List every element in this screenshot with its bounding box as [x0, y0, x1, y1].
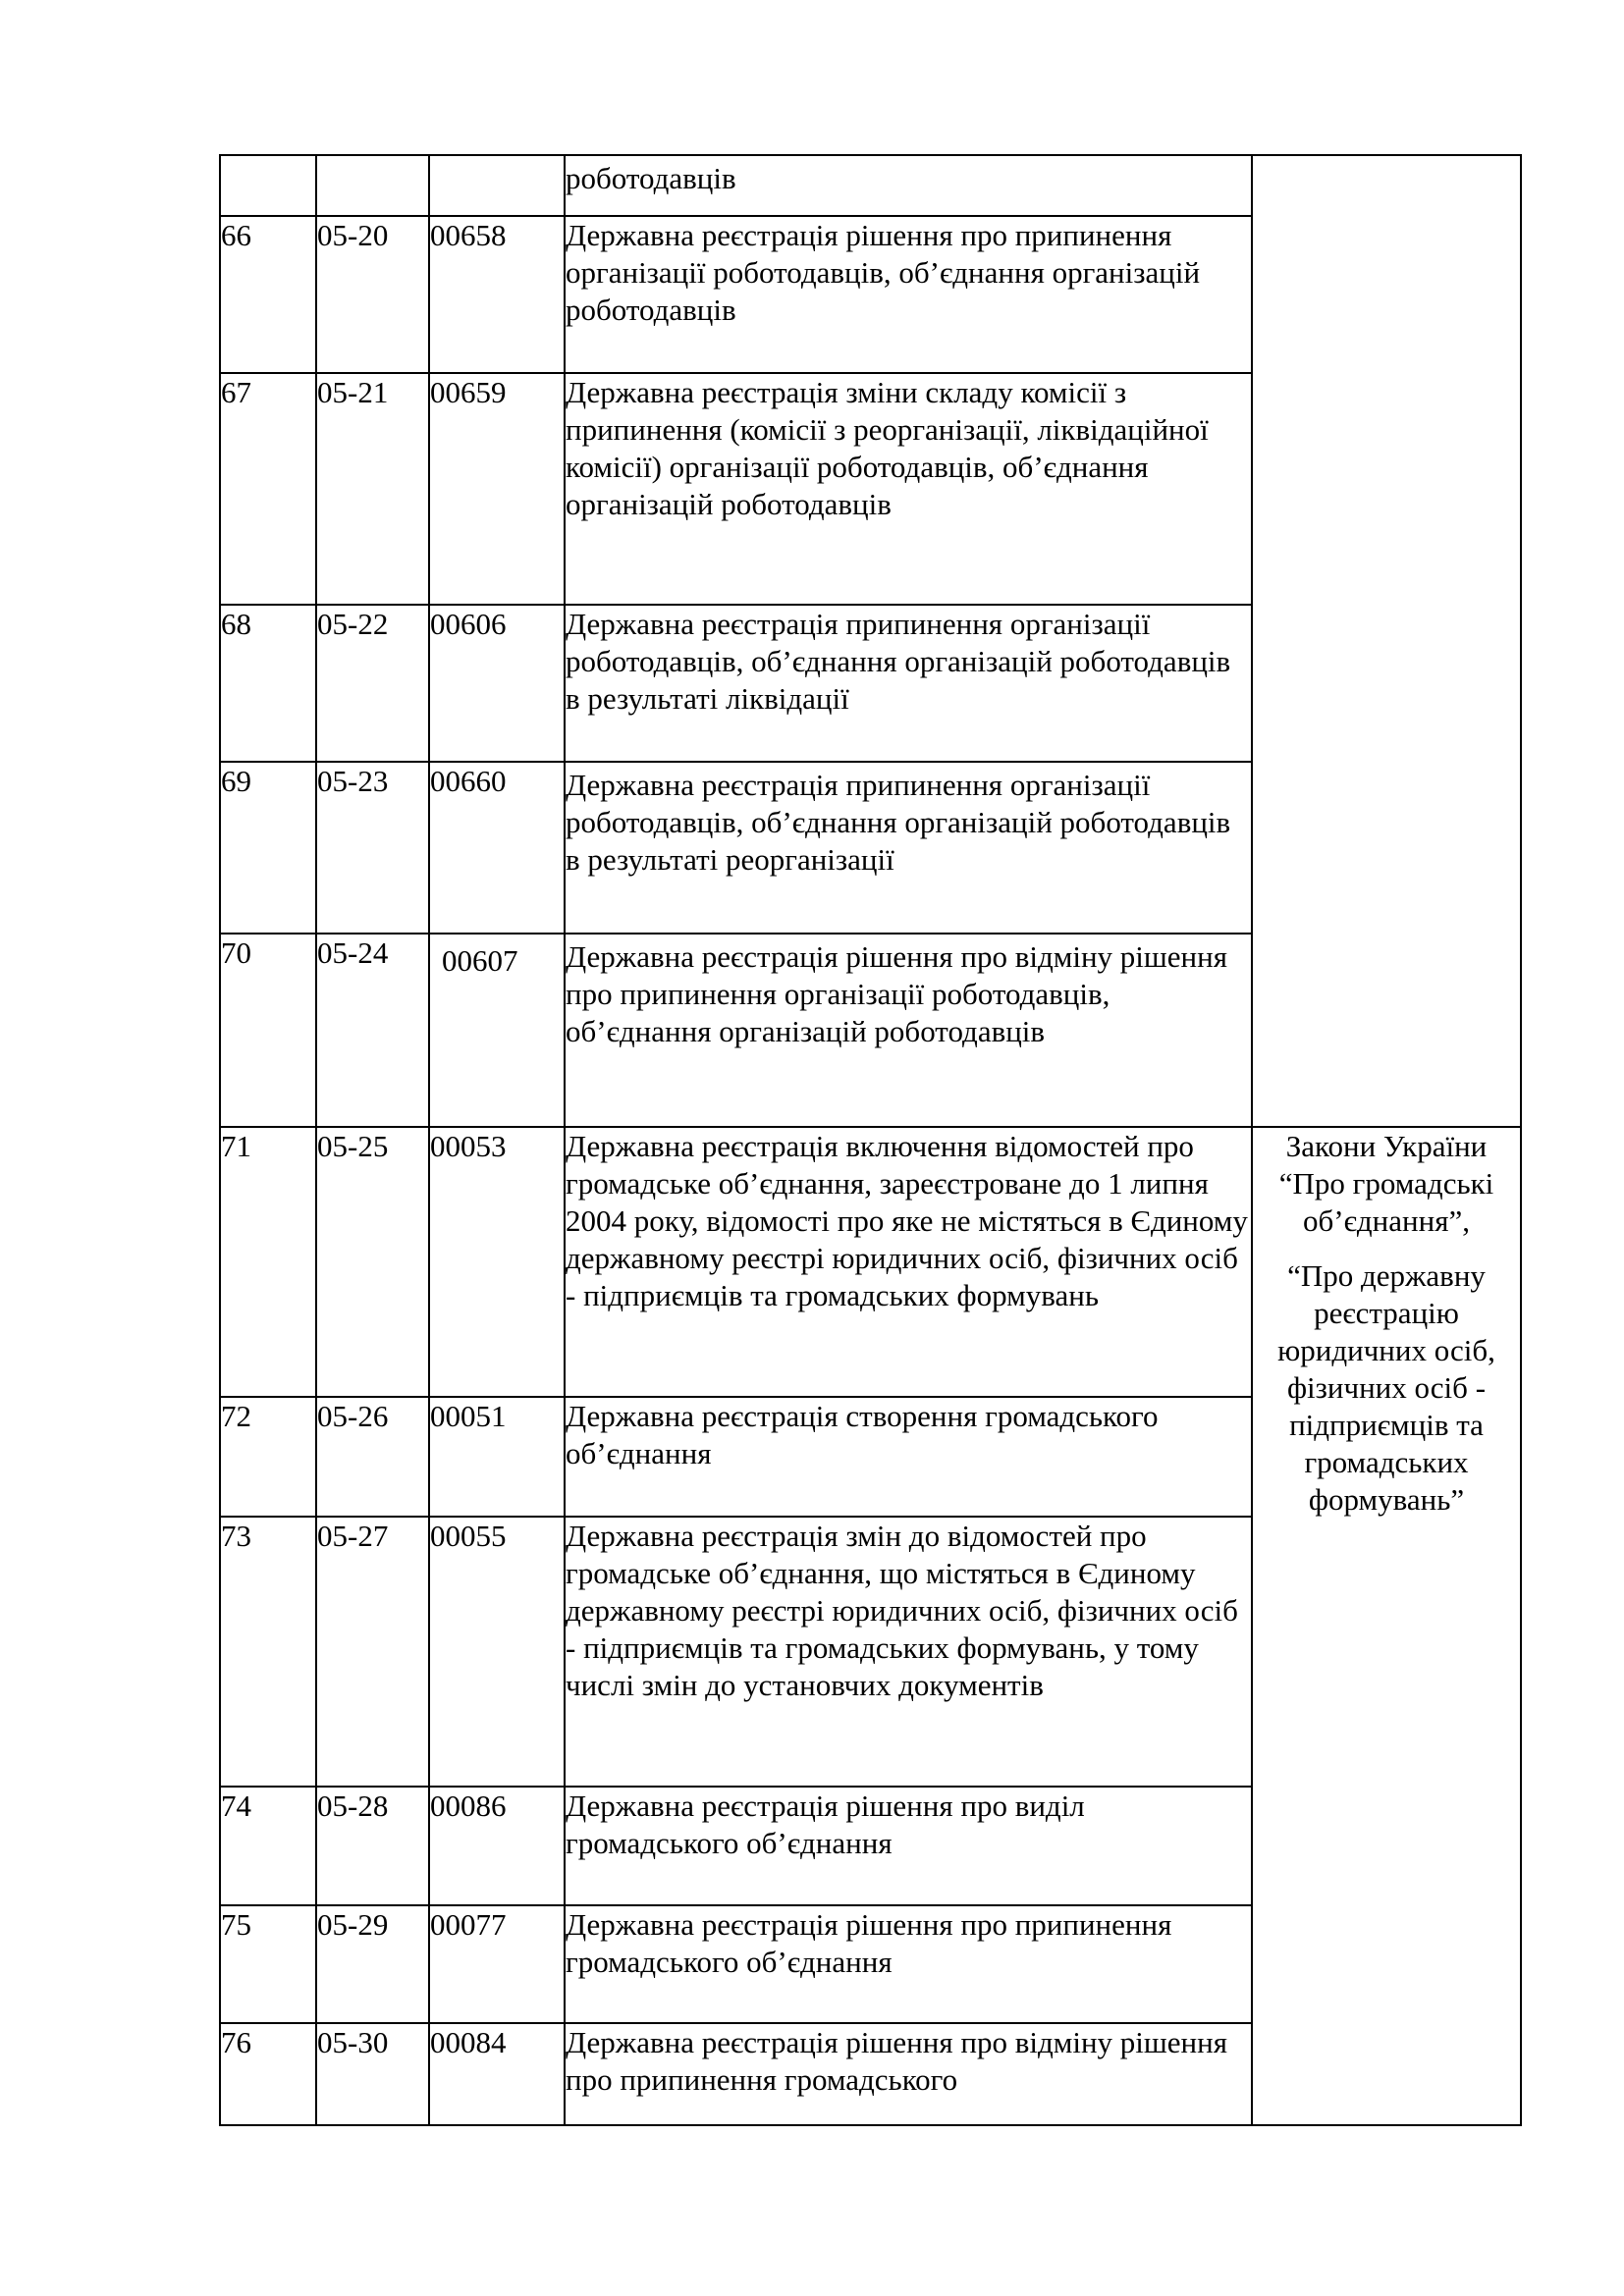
row-number: 66 — [220, 216, 316, 373]
row-description: Державна реєстрація рішення про відміну рішення про припинення громадського — [565, 2023, 1252, 2125]
row-code: 05-27 — [316, 1517, 429, 1787]
row-service-id: 00053 — [429, 1127, 565, 1397]
row-number: 69 — [220, 762, 316, 934]
row-code: 05-20 — [316, 216, 429, 373]
row-description: Державна реєстрація включення відомостей про громадське об’єднання, зареєстроване до 1 липня 2004 року, відомості про яке не містяться в Єдиному державному реєстрі юридичних осіб, фізичних осіб - підприємців та громадських формувань — [565, 1127, 1252, 1397]
row-code: 05-28 — [316, 1787, 429, 1905]
row-description: Державна реєстрація зміни складу комісії з припинення (комісії з реорганізації, ліквідаційної комісії) організації роботодавців, об’єднання організацій роботодавців — [565, 373, 1252, 605]
row-service-id: 00606 — [429, 605, 565, 762]
row-number: 74 — [220, 1787, 316, 1905]
row-description: Державна реєстрація рішення про відміну рішення про припинення організації роботодавців, об’єднання організацій роботодавців — [565, 934, 1252, 1127]
row-code: 05-25 — [316, 1127, 429, 1397]
row-service-id: 00055 — [429, 1517, 565, 1787]
row-service-id: 00658 — [429, 216, 565, 373]
row-number — [220, 155, 316, 216]
row-description: роботодавців — [565, 155, 1252, 216]
row-number: 67 — [220, 373, 316, 605]
law-reference — [1252, 1127, 1521, 2125]
row-service-id: 00659 — [429, 373, 565, 605]
row-description: Державна реєстрація рішення про припинення організації роботодавців, об’єднання організацій роботодавців — [565, 216, 1252, 373]
row-number: 68 — [220, 605, 316, 762]
row-description: Державна реєстрація змін до відомостей про громадське об’єднання, що містяться в Єдиному державному реєстрі юридичних осіб, фізичних осіб - підприємців та громадських формувань, у тому числі змін до установчих документів — [565, 1517, 1252, 1787]
row-code: 05-30 — [316, 2023, 429, 2125]
law-reference-empty — [1252, 155, 1521, 1127]
row-service-id — [429, 155, 565, 216]
row-service-id: 00084 — [429, 2023, 565, 2125]
row-description: Державна реєстрація рішення про припинення громадського об’єднання — [565, 1905, 1252, 2023]
row-service-id: 00607 — [429, 934, 565, 1127]
row-description: Державна реєстрація припинення організації роботодавців, об’єднання організацій роботодавців в результаті реорганізації — [565, 762, 1252, 934]
table-row — [220, 1127, 1521, 1397]
row-code: 05-22 — [316, 605, 429, 762]
row-code: 05-26 — [316, 1397, 429, 1517]
row-number: 70 — [220, 934, 316, 1127]
row-description: Державна реєстрація рішення про виділ громадського об’єднання — [565, 1787, 1252, 1905]
row-service-id: 00086 — [429, 1787, 565, 1905]
row-number: 76 — [220, 2023, 316, 2125]
row-code — [316, 155, 429, 216]
row-code: 05-29 — [316, 1905, 429, 2023]
row-description: Державна реєстрація створення громадського об’єднання — [565, 1397, 1252, 1517]
row-service-id: 00077 — [429, 1905, 565, 2023]
row-code: 05-21 — [316, 373, 429, 605]
row-code: 05-24 — [316, 934, 429, 1127]
row-description: Державна реєстрація припинення організації роботодавців, об’єднання організацій роботодавців в результаті ліквідації — [565, 605, 1252, 762]
row-service-id: 00660 — [429, 762, 565, 934]
law-reference-line-2: “Про державну реєстрацію юридичних осіб, фізичних осіб - підприємців та громадських формувань” — [1277, 1258, 1495, 1517]
row-code: 05-23 — [316, 762, 429, 934]
table-row — [220, 155, 1521, 216]
law-reference-line-1: Закони України “Про громадські об’єднання”, — [1278, 1129, 1494, 1238]
row-number: 75 — [220, 1905, 316, 2023]
row-number: 72 — [220, 1397, 316, 1517]
row-number: 73 — [220, 1517, 316, 1787]
row-number: 71 — [220, 1127, 316, 1397]
row-service-id: 00051 — [429, 1397, 565, 1517]
registry-table — [219, 154, 1522, 2126]
